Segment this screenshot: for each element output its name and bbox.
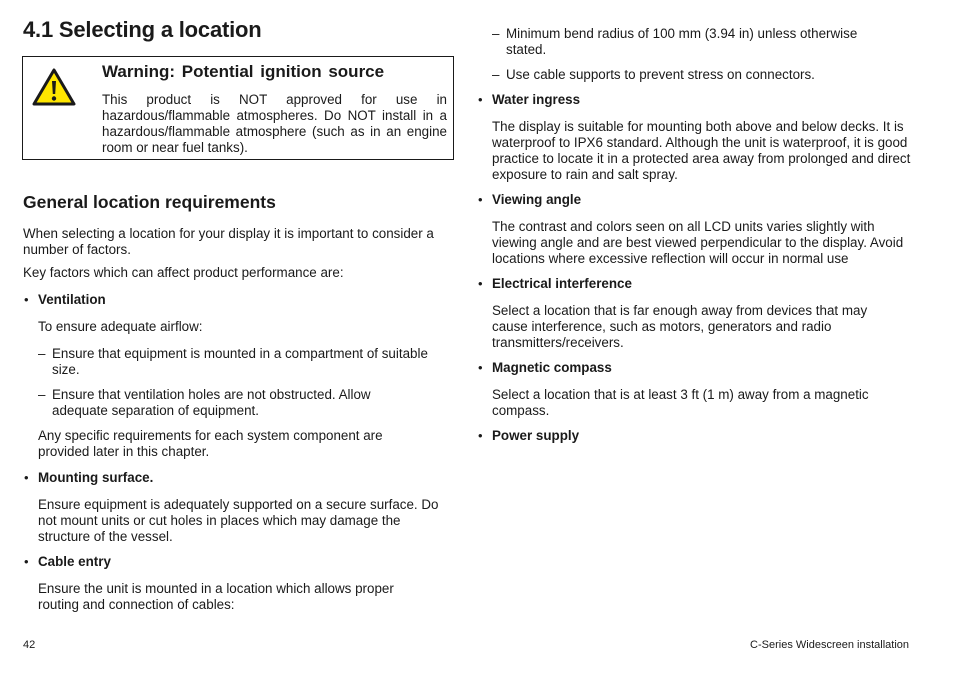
dash-ventilation-2: – (38, 387, 46, 402)
viewing-body: The contrast and colors seen on all LCD units varies slightly with viewing angle and are best viewed perpendicular to the display. Avoid locations where excessive reflection will occur in normal use (492, 219, 904, 266)
bullet-ventilation: • (24, 292, 29, 307)
dash-cable-1: – (492, 26, 500, 41)
page-number: 42 (23, 639, 36, 651)
cable-label: Cable entry (38, 554, 111, 569)
viewing-label: Viewing angle (492, 192, 582, 207)
key-factors-text: Key factors which can affect product performance are: (23, 265, 344, 280)
cable-item-2: Use cable supports to prevent stress on connectors. (506, 67, 815, 82)
bullet-power: • (478, 428, 483, 443)
warning-box (22, 56, 454, 160)
warning-title: Warning: Potential ignition source (102, 62, 385, 81)
compass-label: Magnetic compass (492, 360, 612, 375)
ventilation-note: Any specific requirements for each system component are provided later in this chapter. (38, 428, 383, 459)
mounting-label: Mounting surface. (38, 470, 154, 485)
bullet-cable: • (24, 554, 29, 569)
ventilation-item-1: Ensure that equipment is mounted in a compartment of suitable size. (52, 346, 428, 377)
page-title: 4.1 Selecting a location (23, 17, 262, 42)
dash-ventilation-1: – (38, 346, 46, 361)
electrical-label: Electrical interference (492, 276, 632, 291)
power-label: Power supply (492, 428, 580, 443)
electrical-body: Select a location that is far enough away from devices that may cause interference, such as motors, generators and radio transmitters/receivers. (492, 303, 868, 350)
bullet-water: • (478, 92, 483, 107)
bullet-mounting: • (24, 470, 29, 485)
bullet-electrical: • (478, 276, 483, 291)
water-body: The display is suitable for mounting both above and below decks. It is waterproof to IPX6 standard. Although the unit is waterproof, it is good practice to locate it in a protected area away from prolonged and direct exposure to rain and salt spray. (492, 119, 911, 182)
ventilation-intro: To ensure adequate airflow: (38, 319, 203, 334)
cable-item-1: Minimum bend radius of 100 mm (3.94 in) unless otherwise stated. (506, 26, 858, 57)
cable-body: Ensure the unit is mounted in a location which allows proper routing and connection of cables: (38, 581, 394, 612)
compass-body: Select a location that is at least 3 ft (1 m) away from a magnetic compass. (492, 387, 869, 418)
ventilation-item-2: Ensure that ventilation holes are not obstructed. Allow adequate separation of equipment. (52, 387, 371, 418)
ventilation-label: Ventilation (38, 292, 106, 307)
bullet-viewing: • (478, 192, 483, 207)
warning-triangle-icon (31, 67, 77, 107)
mounting-body: Ensure equipment is adequately supported on a secure surface. Do not mount units or cut holes in places which may damage the structure of the vessel. (38, 497, 439, 544)
doc-title: C-Series Widescreen installation (750, 639, 909, 651)
bullet-compass: • (478, 360, 483, 375)
section-intro: When selecting a location for your display it is important to consider a number of factors. (23, 226, 434, 257)
section-heading: General location requirements (23, 192, 276, 212)
dash-cable-2: – (492, 67, 500, 82)
water-label: Water ingress (492, 92, 581, 107)
warning-body: This product is NOT approved for use in hazardous/flammable atmospheres. Do NOT install in a hazardous/flammable atmosphere (such as in an engine room or near fuel tanks). (102, 92, 447, 155)
